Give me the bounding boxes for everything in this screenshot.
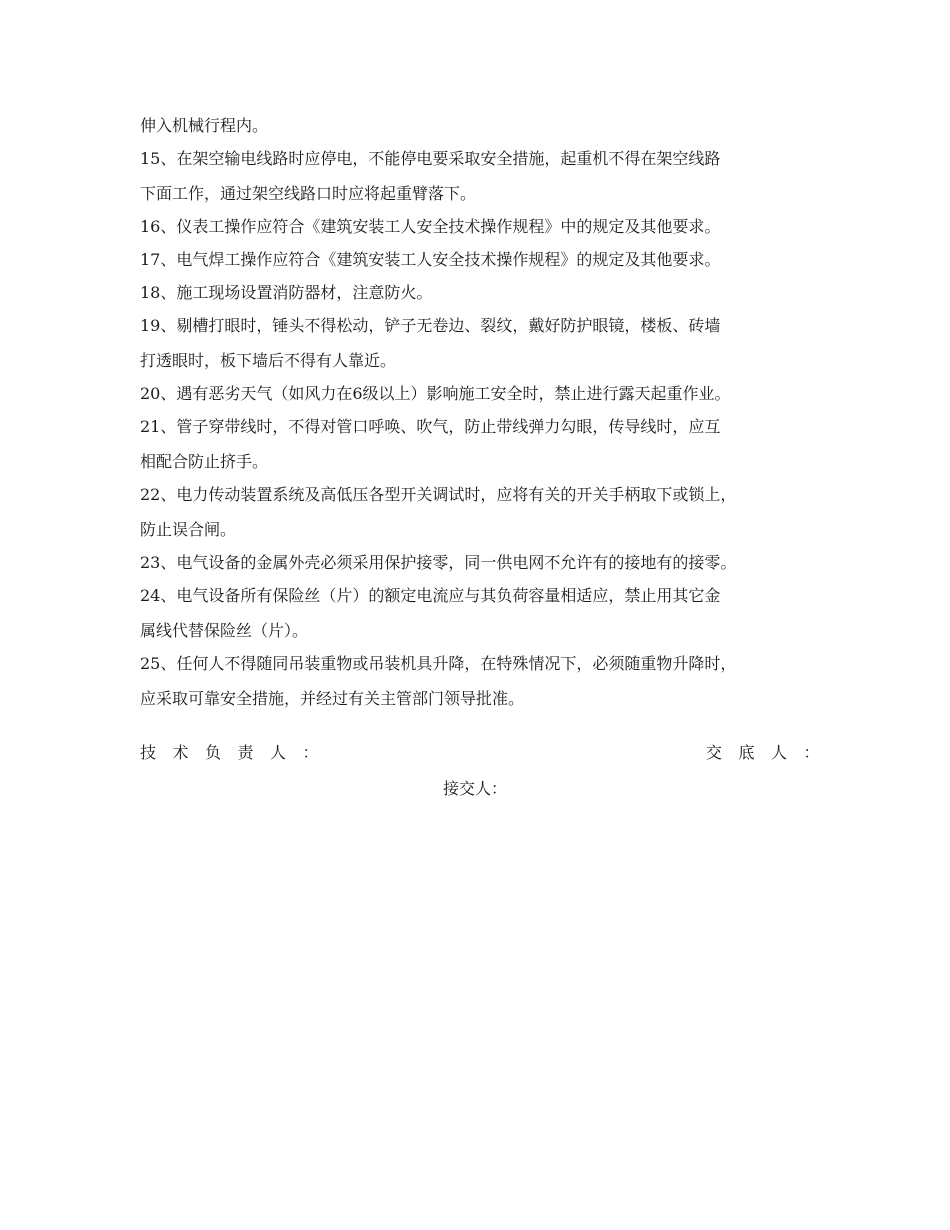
signature-row	[140, 741, 836, 765]
text-line: 伸入机械行程内。	[140, 116, 269, 135]
receiver-signature-label: 接交人：	[442, 779, 507, 798]
presenter-signature-label: 交底人：	[705, 743, 836, 762]
text-line: 22、电力传动装置系统及高低压各型开关调试时，应将有关的开关手柄取下或锁上，	[140, 485, 737, 504]
document-body	[140, 116, 820, 709]
text-line: 20、遇有恶劣天气（如风力在6级以上）影响施工安全时，禁止进行露天起重作业。	[140, 384, 731, 403]
text-line: 18、施工现场设置消防器材，注意防火。	[140, 283, 433, 302]
text-line: 25、任何人不得随同吊装重物或吊装机具升降，在特殊情况下，必须随重物升降时，	[140, 654, 737, 673]
text-line: 相配合防止挤手。	[140, 452, 269, 471]
text-line: 17、电气焊工操作应符合《建筑安装工人安全技术操作规程》的规定及其他要求。	[140, 250, 721, 269]
text-line: 应采取可靠安全措施，并经过有关主管部门领导批准。	[140, 689, 525, 708]
text-line: 属线代替保险丝（片）。	[140, 621, 309, 640]
text-line: 23、电气设备的金属外壳必须采用保护接零，同一供电网不允许有的接地有的接零。	[140, 553, 737, 572]
text-line: 24、电气设备所有保险丝（片）的额定电流应与其负荷容量相适应，禁止用其它金	[140, 586, 721, 605]
text-line: 21、管子穿带线时，不得对管口呼唤、吹气，防止带线弹力勾眼，传导线时，应互	[140, 417, 721, 436]
text-line: 打透眼时，板下墙后不得有人靠近。	[140, 351, 397, 370]
text-line: 15、在架空输电线路时应停电，不能停电要采取安全措施，起重机不得在架空线路	[140, 149, 721, 168]
tech-lead-signature-label: 技术负责人：	[140, 743, 336, 762]
text-line: 防止误合闸。	[140, 520, 237, 539]
text-line: 16、仪表工操作应符合《建筑安装工人安全技术操作规程》中的规定及其他要求。	[140, 217, 721, 236]
text-line: 19、剔槽打眼时，锤头不得松动，铲子无卷边、裂纹，戴好防护眼镜，楼板、砖墙	[140, 316, 721, 335]
text-line: 下面工作，通过架空线路口时应将起重臂落下。	[140, 184, 477, 203]
